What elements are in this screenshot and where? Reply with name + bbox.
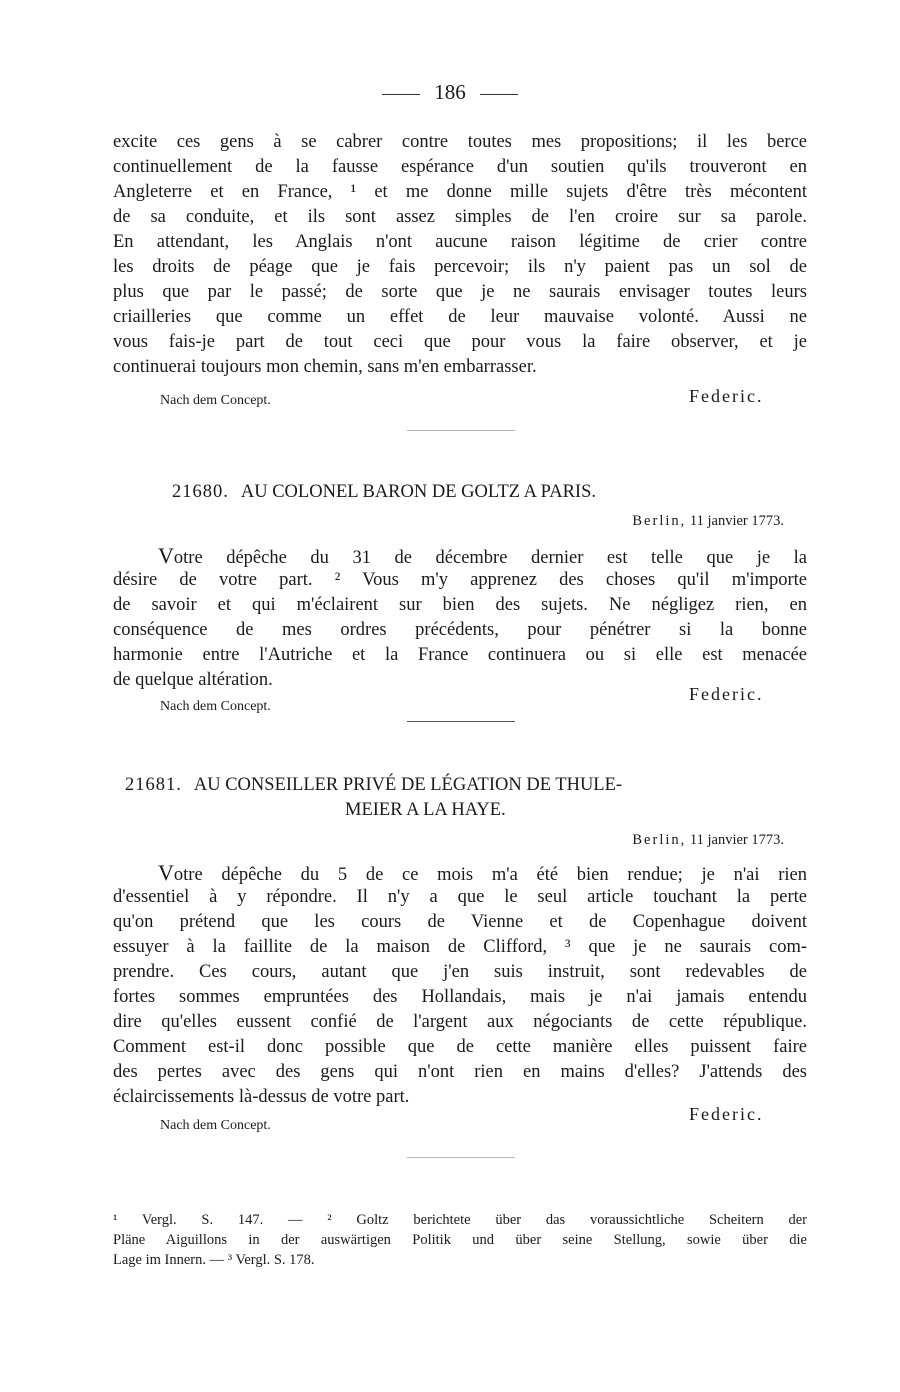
section-divider [407,430,515,431]
letter2-line: Comment est-il donc possible que de cette manière elles puissent faire [113,1037,807,1057]
letter1-dateline [560,513,784,530]
intro-source-note: Nach dem Concept. [160,393,271,408]
letter1-initial: V [158,543,174,568]
letter2-title-line2: MEIER A LA HAYE. [345,800,506,820]
letter2-line: éclaircissements là-dessus de votre part. [113,1087,410,1107]
intro-line: vous fais-je part de tout ceci que pour vous la faire observer, et je [113,332,807,352]
letter1-place: Berlin, [632,513,687,529]
letter2-line-first [158,860,807,885]
section-divider [407,721,515,722]
footnote-line: ¹ Vergl. S. 147. — ² Goltz berichtete über das voraussichtliche Scheitern der [113,1212,807,1228]
letter1-line: harmonie entre l'Autriche et la France continuera ou si elle est menacée [113,645,807,665]
letter2-line: essuyer à la faillite de la maison de Clifford, ³ que je ne saurais com- [113,937,807,957]
letter1-signature: Federic. [689,684,764,704]
letter1-date: 11 janvier 1773. [689,513,784,529]
letter2-line: des pertes avec des gens qui n'ont rien en mains d'elles? J'attends des [113,1062,807,1082]
letter2-source-note: Nach dem Concept. [160,1118,271,1133]
letter2-number: 21681. [125,775,182,795]
letter2-line: qu'on prétend que les cours de Vienne et de Copenhague doivent [113,912,807,932]
footnote-line: Lage im Innern. — ³ Vergl. S. 178. [113,1252,315,1268]
letter1-number: 21680. [172,482,229,502]
page-number-dash [480,94,518,95]
letter2-line: d'essentiel à y répondre. Il n'y a que le seul article touchant la perte [113,887,807,907]
intro-line: continuerai toujours mon chemin, sans m'en embarrasser. [113,357,537,377]
intro-line: continuellement de la fausse espérance d'un soutien qu'ils trouveront en [113,157,807,177]
letter1-line: conséquence de mes ordres précédents, pour pénétrer si la bonne [113,620,807,640]
page-number: 186 [434,80,466,104]
intro-line: de sa conduite, et ils sont assez simples de l'en croire sur sa parole. [113,207,807,227]
section-divider [407,1157,515,1158]
letter2-heading [125,775,622,796]
letter1-line: désire de votre part. ² Vous m'y apprenez des choses qu'il m'importe [113,570,807,590]
letter1-heading [172,482,596,503]
letter1-line: de savoir et qui m'éclairent sur bien des sujets. Ne négligez rien, en [113,595,807,615]
intro-signature: Federic. [689,386,764,406]
letter2-dateline [560,832,784,849]
letter1-line: otre dépêche du 31 de décembre dernier est telle que je la [173,548,807,568]
letter2-line: dire qu'elles eussent confié de l'argent aux négociants de cette république. [113,1012,807,1032]
letter1-line: de quelque altération. [113,670,273,690]
letter2-line: prendre. Ces cours, autant que j'en suis instruit, sont redevables de [113,962,807,982]
page-number-dash [382,94,420,95]
intro-line: plus que par le passé; de sorte que je ne saurais envisager toutes leurs [113,282,807,302]
intro-line: Angleterre et en France, ¹ et me donne mille sujets d'être très mécontent [113,182,807,202]
letter2-line: fortes sommes empruntées des Hollandais, mais je n'ai jamais entendu [113,987,807,1007]
letter1-source-note: Nach dem Concept. [160,699,271,714]
page-number-line [0,80,900,105]
footnote-line: Pläne Aiguillons in der auswärtigen Politik und über seine Stellung, sowie über die [113,1232,807,1248]
letter2-title-line1: AU CONSEILLER PRIVÉ DE LÉGATION DE THULE- [193,775,623,795]
letter2-initial: V [158,860,174,885]
letter2-signature: Federic. [689,1104,764,1124]
letter1-line-first [158,543,807,568]
intro-line: En attendant, les Anglais n'ont aucune raison légitime de crier contre [113,232,807,252]
letter2-date: 11 janvier 1773. [689,832,784,848]
letter2-line: otre dépêche du 5 de ce mois m'a été bien rendue; je n'ai rien [173,865,807,885]
intro-line: excite ces gens à se cabrer contre toutes mes propositions; il les berce [113,132,807,152]
intro-line: les droits de péage que je fais percevoir; ils n'y paient pas un sol de [113,257,807,277]
intro-line: criailleries que comme un effet de leur mauvaise volonté. Aussi ne [113,307,807,327]
letter1-title: AU COLONEL BARON DE GOLTZ A PARIS. [240,482,597,502]
letter2-place: Berlin, [632,832,687,848]
